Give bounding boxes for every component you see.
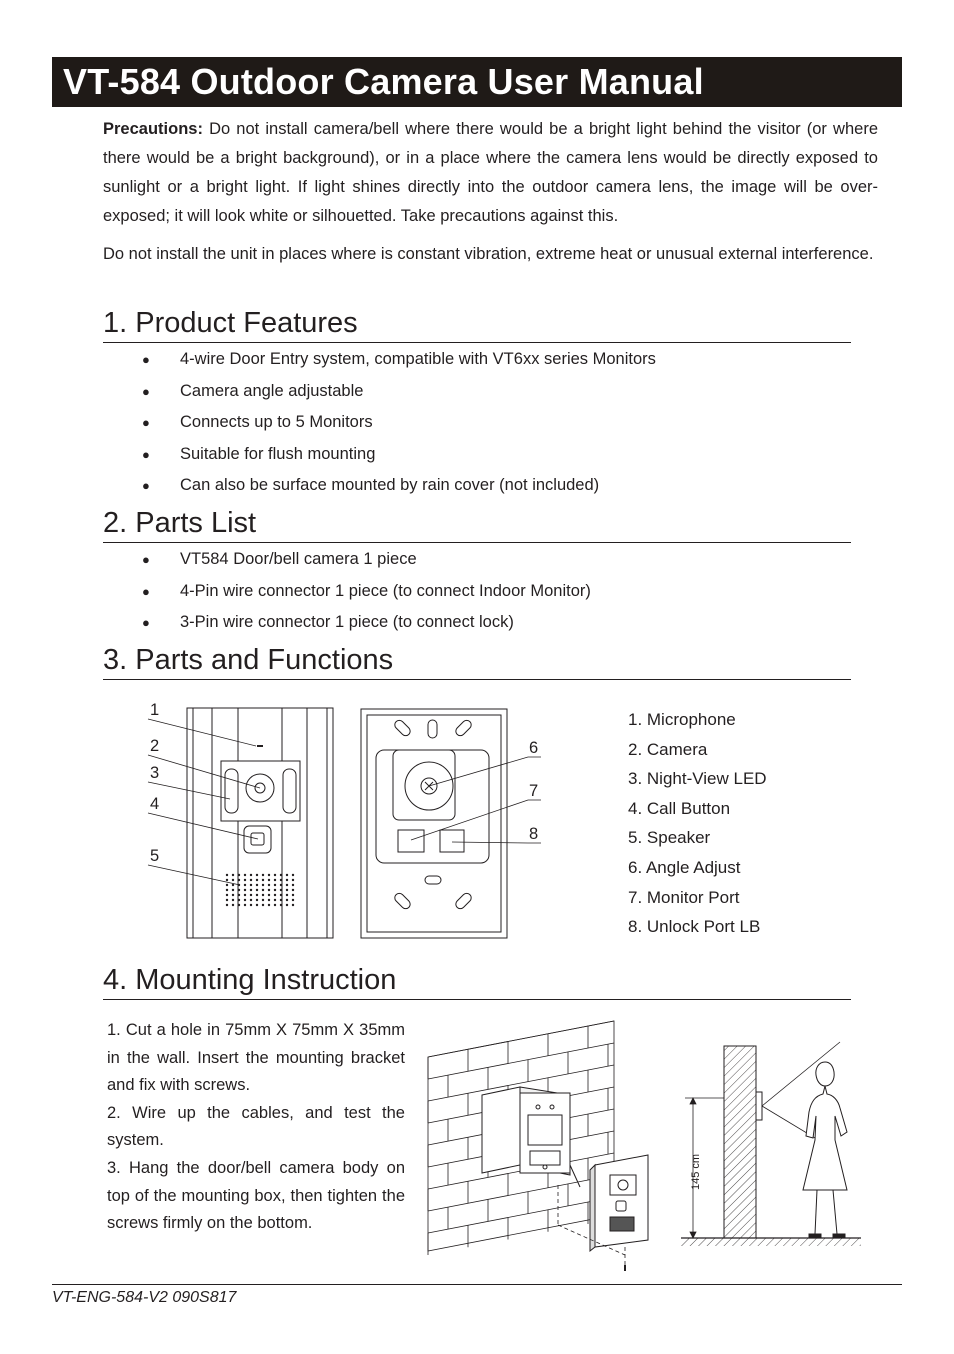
section-heading-features: 1. Product Features <box>103 306 851 343</box>
camera-back-diagram <box>355 700 555 945</box>
bullet-icon: ● <box>142 383 150 399</box>
section-heading-parts: 2. Parts List <box>103 506 851 543</box>
bullet-icon: ● <box>142 446 150 462</box>
mounting-step: 2. Wire up the cables, and test the system. <box>107 1103 405 1150</box>
callout-number: 5 <box>150 847 160 865</box>
title-bar <box>52 57 902 107</box>
list-item: 6. Angle Adjust <box>628 857 741 877</box>
list-item: 5. Speaker <box>628 828 711 848</box>
bullet-icon: ● <box>142 478 150 493</box>
list-item: ● Can also be surface mounted by rain cover (not included) <box>140 470 656 502</box>
vibration-paragraph: Do not install the unit in places where is constant vibration, extreme heat or unusual external interference. <box>103 245 874 263</box>
person-icon <box>803 1062 847 1238</box>
speaker-grille-icon <box>226 874 294 906</box>
list-item: ● Connects up to 5 Monitors <box>140 407 656 439</box>
bullet-icon: ● <box>142 352 150 367</box>
document-code: VT-ENG-584-V2 090S817 <box>52 1289 237 1306</box>
callout-number: 6 <box>529 739 539 757</box>
height-label: 145 cm <box>690 1153 702 1190</box>
list-item: ● 4-Pin wire connector 1 piece (to connect Indoor Monitor) <box>140 576 591 608</box>
bullet-icon: ● <box>142 552 150 567</box>
section-heading-mounting: 4. Mounting Instruction <box>103 963 851 1000</box>
list-item: ● Suitable for flush mounting <box>140 439 656 471</box>
page-title: VT-584 Outdoor Camera User Manual <box>63 61 704 102</box>
functions-list <box>628 705 767 942</box>
precautions-label: Precautions: <box>103 120 203 138</box>
wall-mounting-diagram <box>420 1015 670 1275</box>
back-callout-numbers <box>529 739 538 843</box>
mounting-steps <box>107 1017 405 1238</box>
callout-number: 3 <box>150 764 160 782</box>
precautions-paragraph <box>103 115 878 231</box>
list-item: 7. Monitor Port <box>628 887 740 907</box>
list-item: ● Camera angle adjustable <box>140 376 656 408</box>
bullet-icon: ● <box>142 415 150 430</box>
list-item: ● VT584 Door/bell camera 1 piece <box>140 544 591 576</box>
list-item: 4. Call Button <box>628 798 731 818</box>
callout-number: 1 <box>150 701 160 719</box>
camera-front-diagram <box>140 695 350 945</box>
parts-list <box>140 544 591 639</box>
list-item: 8. Unlock Port LB <box>628 917 761 937</box>
microphone-hole-icon <box>257 745 263 747</box>
list-item: 1. Microphone <box>628 710 736 729</box>
list-item: 3. Night-View LED <box>628 769 767 789</box>
section-heading-functions: 3. Parts and Functions <box>103 643 851 680</box>
mounting-step: 1. Cut a hole in 75mm X 75mm X 35mm in the wall. Insert the mounting bracket and fix with screws. <box>107 1021 405 1095</box>
callout-number: 8 <box>529 825 539 843</box>
installation-height-diagram <box>675 1040 870 1265</box>
callout-number: 7 <box>529 782 539 800</box>
callout-number: 4 <box>150 795 160 813</box>
callout-number: 2 <box>150 737 160 755</box>
features-list <box>140 344 656 502</box>
bullet-icon: ● <box>142 583 150 599</box>
bullet-icon: ● <box>142 615 150 630</box>
list-item: ● 3-Pin wire connector 1 piece (to connect lock) <box>140 607 591 639</box>
footer-divider <box>52 1284 902 1285</box>
mounting-step: 3. Hang the door/bell camera body on top of the mounting box, then tighten the screws firmly on the bottom. <box>107 1158 405 1233</box>
precautions-text: Do not install camera/bell where there would be a bright light behind the visitor (or where there would be a bright background), or in a place where the camera lens would be directly exposed to sunlight or a bright light. If light shines directly into the outdoor camera lens, the image will be over-exposed; it will look white or silhouetted. Take precautions against this. <box>103 120 878 225</box>
list-item: ● 4-wire Door Entry system, compatible with VT6xx series Monitors <box>140 344 656 376</box>
list-item: 2. Camera <box>628 739 708 759</box>
